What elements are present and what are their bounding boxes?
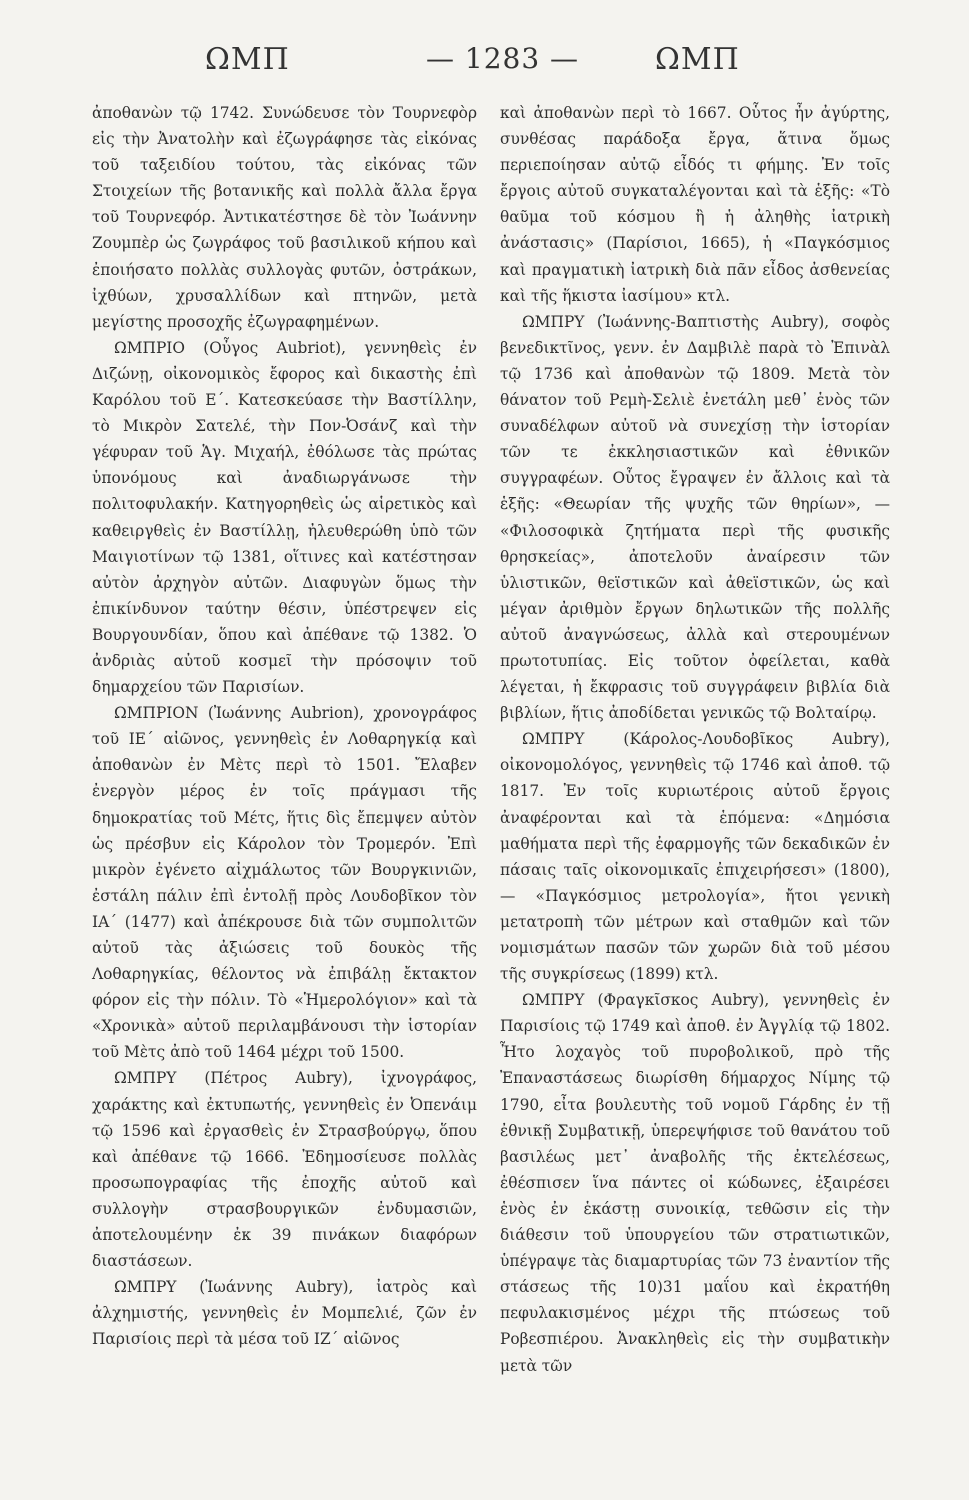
right-column: [500, 100, 890, 1379]
right-paragraph-2: ΩΜΠΡΥ (Ἰωάννης-Βαπτιστὴς Aubry), σοφὸς βενεδικτῖνος, γενν. ἐν Δαμβιλὲ παρὰ τὸ Ἐπινὰλ τῷ 1736 καὶ ἀποθανὼν τῷ 1809. Μετὰ τὸν θάνατον τοῦ Ρεμὴ-Σελιὲ ἐνετάλη μεθ᾽ ἑνὸς τῶν συναδέλφων αὐτοῦ νὰ συνεχίσῃ τὴν ἱστορίαν τῶν τε ἐκκλησιαστικῶν καὶ ἐθνικῶν συγγραφέων. Οὗτος ἔγραψεν ἐν ἄλλοις καὶ τὰ ἑξῆς: «Θεωρίαν τῆς ψυχῆς τῶν θηρίων», — «Φιλοσοφικὰ ζητήματα περὶ τῆς φυσικῆς θρησκείας», ἀποτελοῦν ἀναίρεσιν τῶν ὑλιστικῶν, θεϊστικῶν καὶ ἀθεϊστικῶν, ὡς καὶ μέγαν ἀριθμὸν ἔργων δηλωτικῶν τῆς πολλῆς αὐτοῦ ἀναγνώσεως, ἀλλὰ καὶ στερουμένων πρωτοτυπίας. Εἰς τοῦτον ὀφείλεται, καθὰ λέγεται, ἡ ἔκφρασις τοῦ συγγράφειν βιβλία διὰ βιβλίων, ἥτις ἀποδίδεται γενικῶς τῷ Βολταίρῳ.: [500, 312, 890, 723]
left-paragraph-4: ΩΜΠΡΥ (Πέτρος Aubry), ἰχνογράφος, χαράκτης καὶ ἐκτυπωτής, γεννηθεὶς ἐν Ὀπενάιμ τῷ 1596 καὶ ἐργασθεὶς ἐν Στρασβούργῳ, ὅπου καὶ ἀπέθανε τῷ 1666. Ἐδημοσίευσε πολλὰς προσωπογραφίας τῆς ἐποχῆς αὐτοῦ καὶ συλλογὴν στρασβουργικῶν ἐνδυμασιῶν, ἀποτελουμένην ἐκ 39 πινάκων διαφόρων διαστάσεων.: [92, 1069, 477, 1271]
page-header: [0, 42, 969, 102]
left-paragraph-5: ΩΜΠΡΥ (Ἰωάννης Aubry), ἰατρὸς καὶ ἀλχημιστής, γεννηθεὶς ἐν Μομπελιέ, ζῶν ἐν Παρισίοις περὶ τὰ μέσα τοῦ ΙΖ΄ αἰῶνος: [92, 1278, 477, 1349]
right-paragraph-3: ΩΜΠΡΥ (Κάρολος-Λουδοβῖκος Aubry), οἰκονομολόγος, γεννηθεὶς τῷ 1746 καὶ ἀποθ. τῷ 1817. Ἐν τοῖς κυριωτέροις αὐτοῦ ἔργοις ἀναφέρονται καὶ τὰ ἑπόμενα: «Δημόσια μαθήματα περὶ τῆς ἐφαρμογῆς τῶν δεκαδικῶν ἐν πάσαις ταῖς οἰκονομικαῖς ἐπιχειρήσεσι» (1800), — «Παγκόσμιος μετρολογία», ἤτοι γενικὴ μετατροπὴ τῶν μέτρων καὶ σταθμῶν καὶ τῶν νομισμάτων πασῶν τῶν χωρῶν διὰ τοῦ μέσου τῆς συγκρίσεως (1899) κτλ.: [500, 730, 890, 984]
header-left-word: ΩΜΠ: [205, 42, 290, 77]
right-paragraph-1: καὶ ἀποθανὼν περὶ τὸ 1667. Οὗτος ἦν ἀγύρτης, συνθέσας παράδοξα ἔργα, ἅτινα ὅμως περιεποίησαν αὐτῷ εἶδός τι φήμης. Ἐν τοῖς ἔργοις αὐτοῦ συγκαταλέγονται καὶ τὰ ἑξῆς: «Τὸ θαῦμα τοῦ κόσμου ἢ ἡ ἀληθὴς ἰατρικὴ ἀνάστασις» (Παρίσιοι, 1665), ἡ «Παγκόσμιος καὶ πραγματικὴ ἰατρικὴ διὰ πᾶν εἶδος ἀσθενείας καὶ τῆς ἥκιστα ἰασίμου» κτλ.: [500, 104, 890, 305]
left-paragraph-2: ΩΜΠΡΙΟ (Οὖγος Aubriot), γεννηθεὶς ἐν Διζώνῃ, οἰκονομικὸς ἔφορος καὶ δικαστὴς ἐπὶ Καρόλου τοῦ Ε΄. Κατεσκεύασε τὴν Βαστίλλην, τὸ Μικρὸν Σατελέ, τὴν Πον-Ὀσάνζ καὶ τὴν γέφυραν τοῦ Ἁγ. Μιχαήλ, ἐθόλωσε τὰς πρώτας ὑπονόμους καὶ ἀναδιωργάνωσε τὴν πολιτοφυλακήν. Κατηγορηθεὶς ὡς αἱρετικὸς καὶ καθειργθεὶς ἐν Βαστίλλῃ, ἠλευθερώθη ὑπὸ τῶν Μαιγιοτίνων τῷ 1381, οἵτινες καὶ κατέστησαν αὐτὸν ἀρχηγὸν αὐτῶν. Διαφυγὼν ὅμως τὴν ἐπικίνδυνον ταύτην θέσιν, ὑπέστρεψεν εἰς Βουργουνδίαν, ὅπου καὶ ἀπέθανε τῷ 1382. Ὁ ἀνδριὰς αὐτοῦ κοσμεῖ τὴν πρόσοψιν τοῦ δημαρχείου τῶν Παρισίων.: [92, 338, 477, 697]
header-right-word: ΩΜΠ: [655, 42, 740, 77]
left-paragraph-3: ΩΜΠΡΙΟΝ (Ἰωάννης Aubrion), χρονογράφος τοῦ ΙΕ΄ αἰῶνος, γεννηθεὶς ἐν Λοθαρηγκίᾳ καὶ ἀποθανὼν ἐν Μὲτς περὶ τὸ 1501. Ἔλαβεν ἐνεργὸν μέρος ἐν τοῖς πράγμασι τῆς δημοκρατίας τοῦ Μέτς, ἥτις δὶς ἔπεμψεν αὐτὸν ὡς πρέσβυν εἰς Κάρολον τὸν Τρομερόν. Ἐπὶ μικρὸν ἐγένετο αἰχμάλωτος τῶν Βουργκινιῶν, ἐστάλη πάλιν ἐπὶ ἐντολῇ πρὸς Λουδοβῖκον τὸν ΙΑ΄ (1477) καὶ ἀπέκρουσε διὰ τῶν συμπολιτῶν αὐτοῦ τὰς ἀξιώσεις τοῦ δουκὸς τῆς Λοθαρηγκίας, θέλοντος νὰ ἐπιβάλῃ ἔκτακτον φόρον εἰς τὴν πόλιν. Τὸ «Ἡμερολόγιον» καὶ τὰ «Χρονικὰ» αὐτοῦ περιλαμβάνουσι τὴν ἱστορίαν τοῦ Μὲτς ἀπὸ τοῦ 1464 μέχρι τοῦ 1500.: [92, 704, 477, 1062]
left-column: [92, 100, 477, 1353]
left-paragraph-1: ἀποθανὼν τῷ 1742. Συνώδευσε τὸν Τουρνεφὸρ εἰς τὴν Ἀνατολὴν καὶ ἐζωγράφησε τὰς εἰκόνας τοῦ ταξειδίου τούτου, τὰς εἰκόνας τῶν Στοιχείων τῆς βοτανικῆς καὶ πολλὰ ἄλλα ἔργα τοῦ Τουρνεφόρ. Ἀντικατέστησε δὲ τὸν Ἰωάννην Ζουμπὲρ ὡς ζωγράφος τοῦ βασιλικοῦ κήπου καὶ ἐποιήσατο πολλὰς συλλογὰς φυτῶν, ὀστράκων, ἰχθύων, χρυσαλλίδων καὶ πτηνῶν, μετὰ μεγίστης προσοχῆς ἐζωγραφημένων.: [92, 104, 477, 331]
page-number: — 1283 —: [426, 42, 580, 75]
right-paragraph-4: ΩΜΠΡΥ (Φραγκῖσκος Aubry), γεννηθεὶς ἐν Παρισίοις τῷ 1749 καὶ ἀποθ. ἐν Ἀγγλίᾳ τῷ 1802. Ἦτο λοχαγὸς τοῦ πυροβολικοῦ, πρὸ τῆς Ἐπαναστάσεως διωρίσθη δήμαρχος Νίμης τῷ 1790, εἶτα βουλευτὴς τοῦ νομοῦ Γάρδης ἐν τῇ ἐθνικῇ Συμβατικῇ, ὑπερεψήφισε τοῦ θανάτου τοῦ βασιλέως μετ᾽ ἀναβολῆς τῆς ἐκτελέσεως, ἐθέσπισεν ἵνα πάντες οἱ κώδωνες, ἐξαιρέσει ἑνὸς ἐν ἑκάστῃ συνοικίᾳ, τεθῶσιν εἰς τὴν διάθεσιν τοῦ ὑπουργείου τῶν στρατιωτικῶν, ὑπέγραψε τὰς διαμαρτυρίας τῶν 73 ἐναντίον τῆς στάσεως τῆς 10)31 μαΐου καὶ ἐκρατήθη πεφυλακισμένος μέχρι τῆς πτώσεως τοῦ Ροβεσπιέρου. Ἀνακληθεὶς εἰς τὴν συμβατικὴν μετὰ τῶν: [500, 991, 890, 1375]
